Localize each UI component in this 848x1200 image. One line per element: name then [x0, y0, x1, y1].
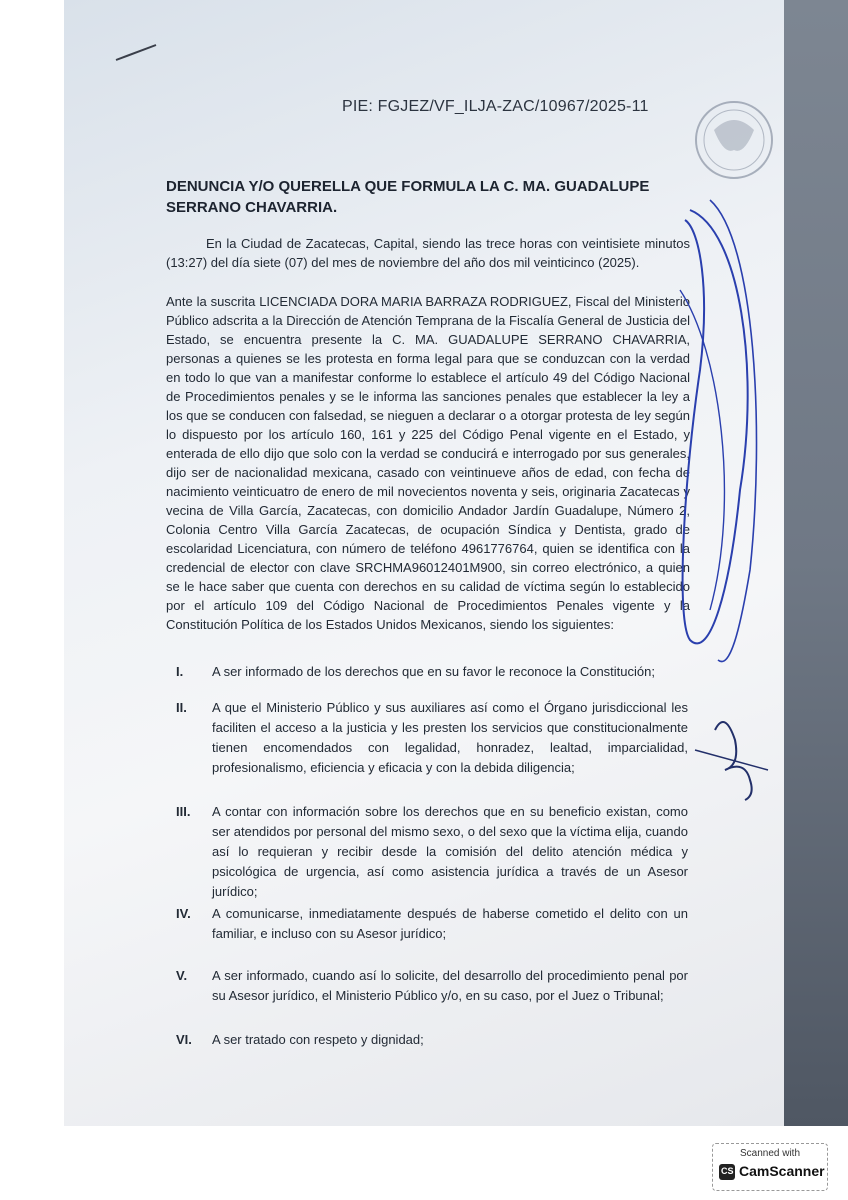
item-text: A ser tratado con respeto y dignidad;	[212, 1032, 424, 1047]
item-text: A ser informado, cuando así lo solicite, del desarrollo del procedimiento penal por su Asesor jurídico, el Ministerio Público y/o, en su caso, por el Juez o Tribunal;	[212, 968, 688, 1003]
item-text: A contar con información sobre los derechos que en su beneficio existan, como ser atendidos por personal del mismo sexo, o del sexo que la víctima elija, cuando así lo requieran y recibir desde la comisión del delito atención médica y psicológica de urgencia, así como asistencia jurídica a través de un Asesor jurídico;	[212, 804, 688, 899]
seal-stamp-icon	[664, 30, 774, 180]
camscanner-logo-text: CS	[721, 1166, 734, 1176]
item-text: A comunicarse, inmediatamente después de haberse cometido el delito con un familiar, e incluso con su Asesor jurídico;	[212, 906, 688, 941]
scan-edge-shadow	[784, 0, 848, 1126]
pen-mark-icon	[114, 40, 164, 65]
scanned-with-label: Scanned with	[739, 1148, 801, 1159]
document-title: DENUNCIA Y/O QUERELLA QUE FORMULA LA C. MA. GUADALUPE SERRANO CHAVARRIA.	[166, 178, 650, 216]
body-paragraph: Ante la suscrita LICENCIADA DORA MARIA BARRAZA RODRIGUEZ, Fiscal del Ministerio Público adscrita a la Dirección de Atención Temprana de la Fiscalía General de Justicia del Estado, se encuentra presente la C. MA. GUADALUPE SERRANO CHAVARRIA, personas a quienes se les protesta en forma legal para que se conduzcan con la verdad en todo lo que van a manifestar conforme lo establece el artículo 49 del Código Nacional de Procedimientos penales y se le informa las sanciones penales que establecer la ley a los que se conducen con falsedad, se nieguen a declarar o a otorgar protesta de ley según lo dispuesto por los artículo 160, 161 y 225 del Código Penal vigente en el Estado, y enterada de ello dijo que solo con la verdad se conducirá e interrogado por sus generales, dijo ser de nacionalidad mexicana, casado con veintinueve años de edad, con fecha de nacimiento veinticuatro de enero de mil novecientos noventa y seis, originaria Zacatecas y vecina de Villa García, Zacatecas, con domicilio Andador Jardín Guadalupe, Número 2, Colonia Centro Villa García Zacatecas, de ocupación Síndica y Dentista, grado de escolaridad Licenciatura, con número de teléfono 4961776764, quien se identifica con la credencial de elector con clave SRCHMA96012401M900, sin correo electrónico, a quien se le hace saber que cuenta con derechos en su calidad de víctima según lo establecido por el artículo 109 del Código Nacional de Procedimientos Penales vigente y la Constitución Política de los Estados Unidos Mexicanos, siendo los siguientes:	[166, 294, 690, 632]
camscanner-name: CamScanner	[739, 1163, 825, 1179]
item-number: IV.	[176, 906, 191, 921]
item-number: II.	[176, 700, 187, 715]
item-number: V.	[176, 968, 188, 983]
item-text: A ser informado de los derechos que en su favor le reconoce la Constitución;	[212, 664, 655, 679]
intro-paragraph: En la Ciudad de Zacatecas, Capital, siendo las trece horas con veintisiete minutos (13:27) del día siete (07) del mes de noviembre del año dos mil veinticinco (2025).	[166, 236, 690, 270]
item-number: VI.	[176, 1032, 192, 1047]
item-text: A que el Ministerio Público y sus auxiliares así como el Órgano jurisdiccional les faciliten el acceso a la justicia y les presten los servicios que constitucionalmente tienen encomendados con legalidad, honradez, lealtad, imparcialidad, profesionalismo, eficiencia y eficacia y con la debida diligencia;	[212, 700, 688, 775]
case-code: PIE: FGJEZ/VF_ILJA-ZAC/10967/2025-11	[342, 98, 649, 115]
item-number: III.	[176, 804, 191, 819]
handwritten-signature-icon	[590, 170, 770, 830]
item-number: I.	[176, 664, 184, 679]
camscanner-badge	[712, 1143, 828, 1191]
